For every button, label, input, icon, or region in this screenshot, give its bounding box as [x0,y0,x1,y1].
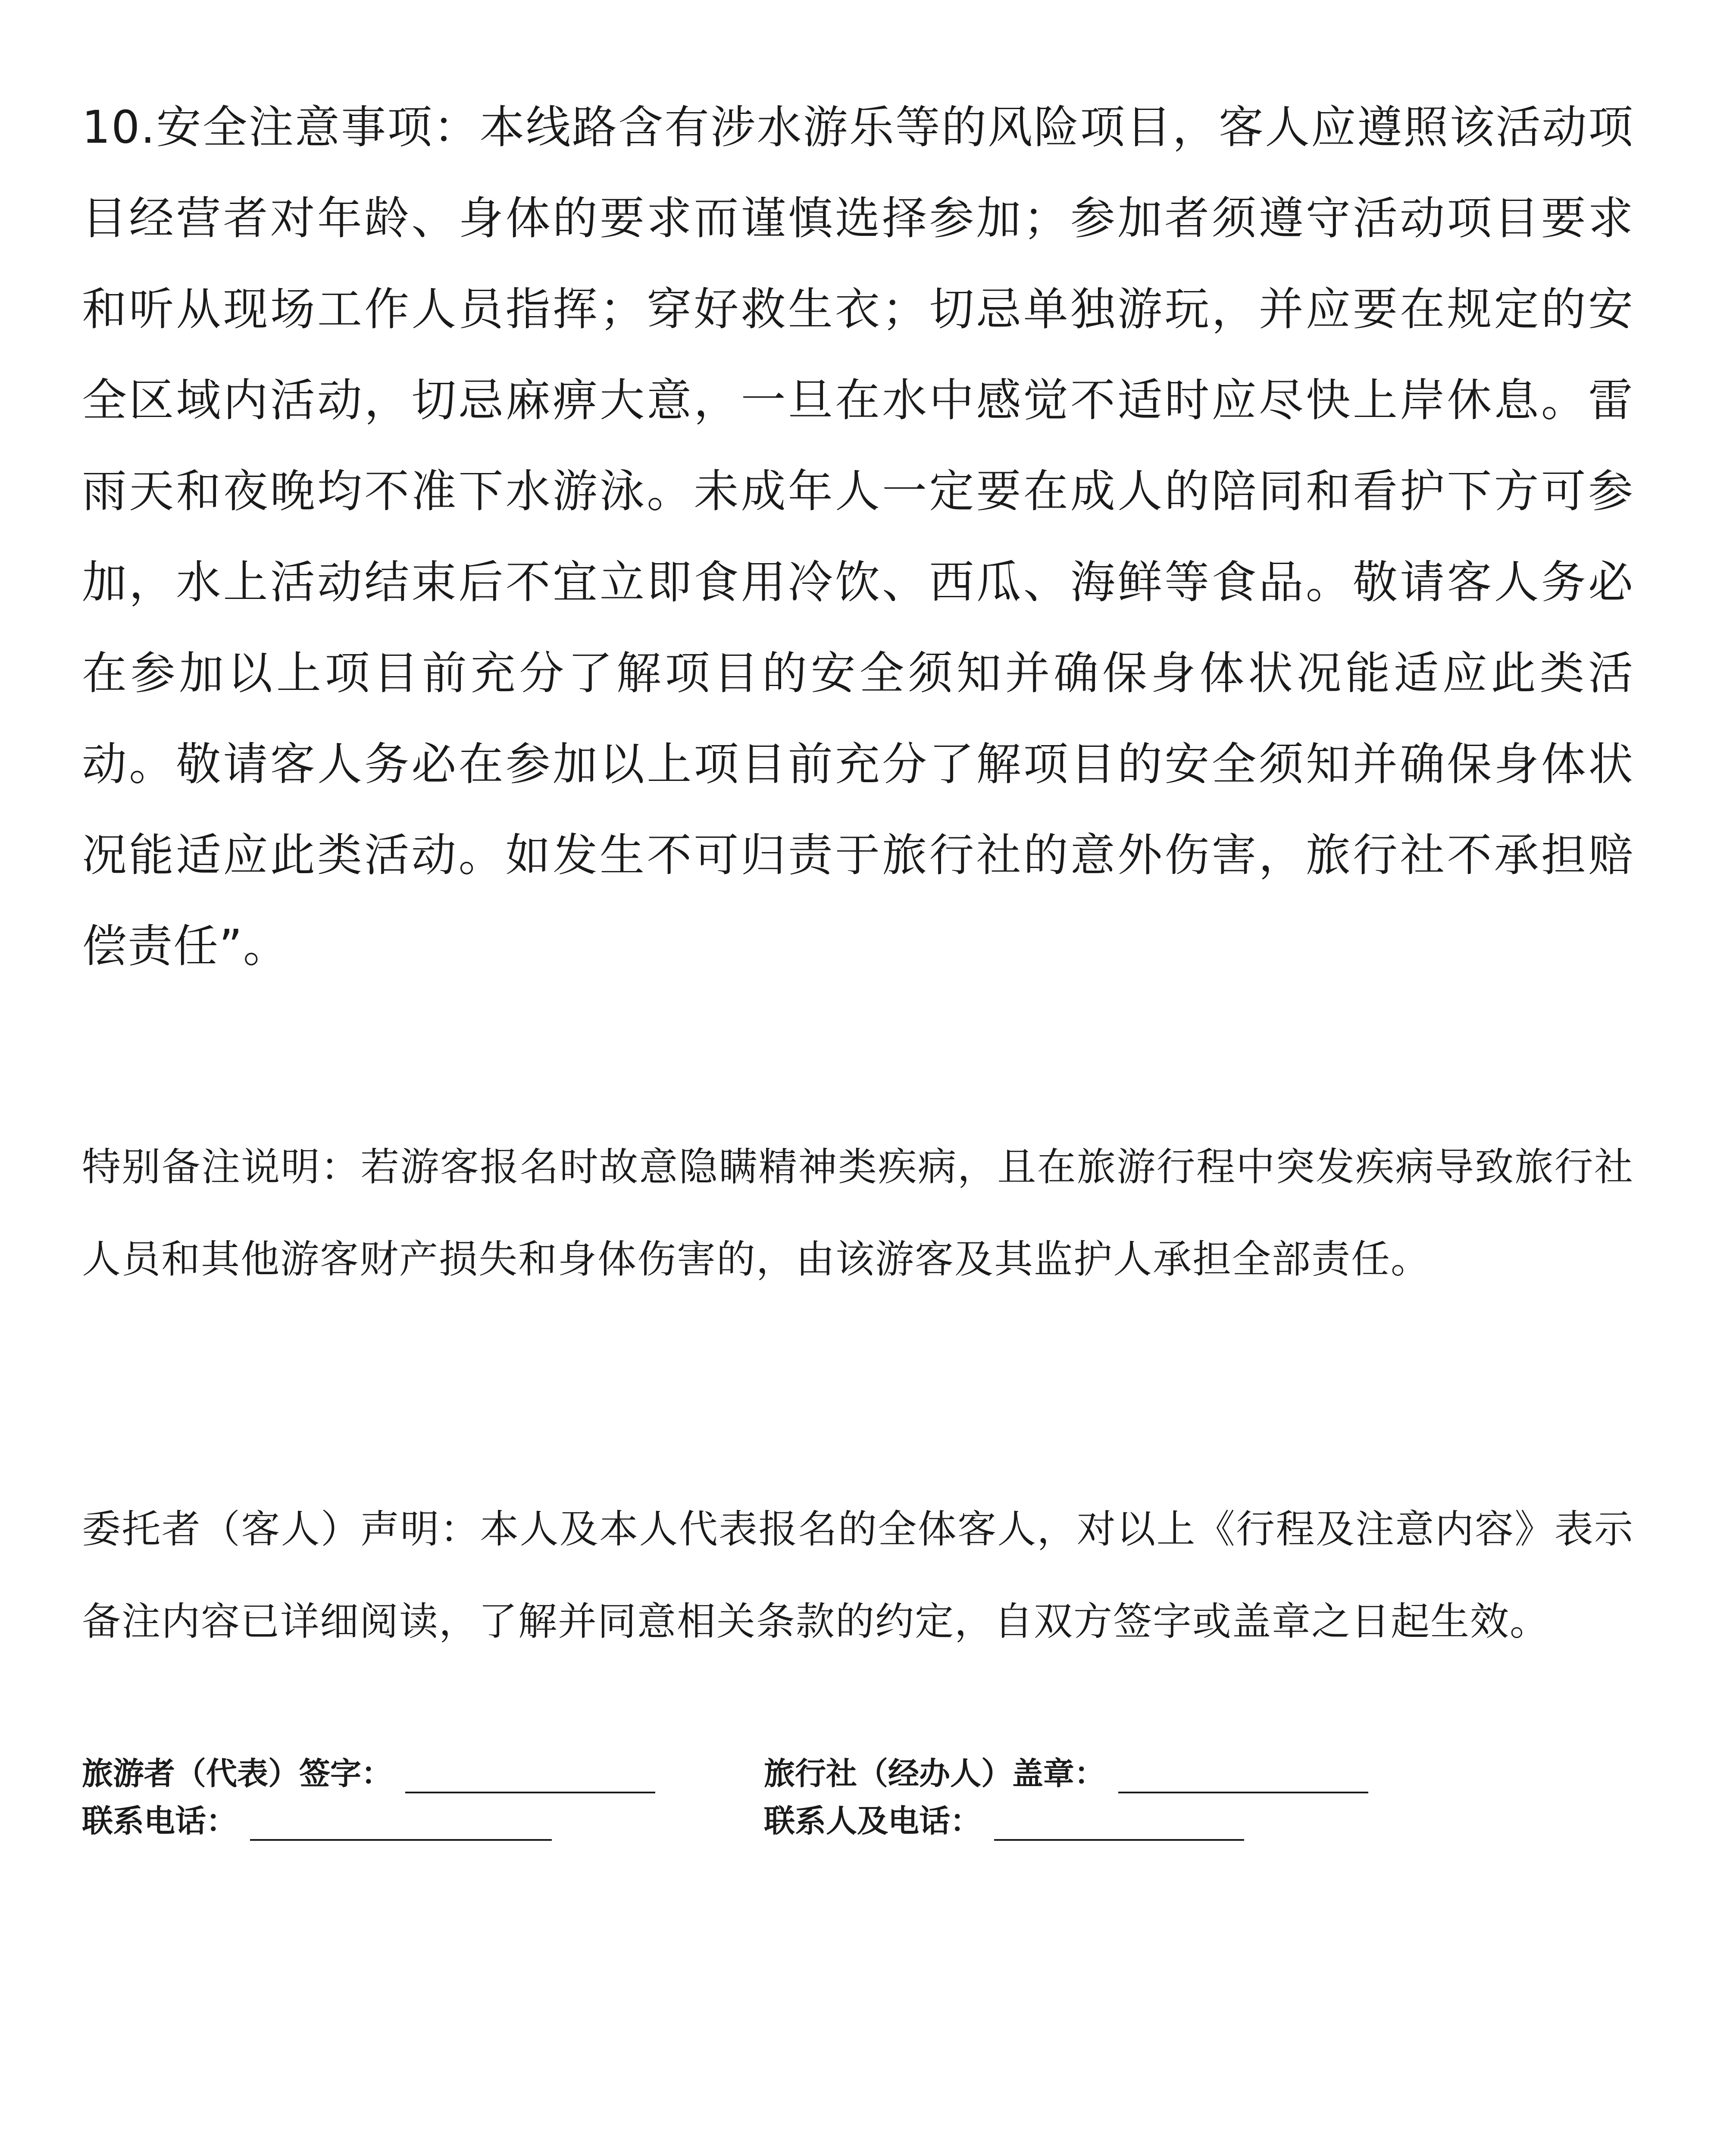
agency-contact-line[interactable] [994,1806,1244,1841]
traveler-phone-field [82,1796,552,1841]
signature-row-2 [82,1796,1634,1843]
special-note-paragraph: 特别备注说明：若游客报名时故意隐瞒精神类疾病，且在旅游行程中突发疾病导致旅行社人员和其他游客财产损失和身体伤害的，由该游客及其监护人承担全部责任。 [82,1144,1634,1282]
agency-seal-line[interactable] [1118,1759,1368,1793]
agency-seal-label: 旅行社（经办人）盖章： [764,1755,1106,1792]
special-note-section [82,1121,1634,1306]
traveler-phone-label: 联系电话： [82,1803,238,1839]
traveler-signature-field [82,1749,655,1793]
declaration-section [82,1483,1634,1668]
safety-notice-section [82,82,1634,992]
signature-block [82,1749,1634,1843]
traveler-phone-line[interactable] [250,1806,552,1841]
traveler-signature-label: 旅游者（代表）签字： [82,1755,393,1792]
agency-contact-field [764,1796,1244,1841]
declaration-paragraph: 委托者（客人）声明：本人及本人代表报名的全体客人，对以上《行程及注意内容》表示备注内容已详细阅读，了解并同意相关条款的约定，自双方签字或盖章之日起生效。 [82,1507,1634,1644]
agency-contact-label: 联系人及电话： [764,1803,982,1839]
safety-notice-paragraph: 10.安全注意事项：本线路含有涉水游乐等的风险项目，客人应遵照该活动项目经营者对年龄、身体的要求而谨慎选择参加；参加者须遵守活动项目要求和听从现场工作人员指挥；穿好救生衣；切忌单独游玩，并应要在规定的安全区域内活动，切忌麻痹大意，一旦在水中感觉不适时应尽快上岸休息。雷雨天和夜晚均不准下水游泳。未成年人一定要在成人的陪同和看护下方可参加，水上活动结束后不宜立即食用冷饮、西瓜、海鲜等食品。敬请客人务必在参加以上项目前充分了解项目的安全须知并确保身体状况能适应此类活动。敬请客人务必在参加以上项目前充分了解项目的安全须知并确保身体状况能适应此类活动。如发生不可归责于旅行社的意外伤害，旅行社不承担赔偿责任”。 [82,101,1634,972]
traveler-signature-line[interactable] [405,1759,655,1793]
agency-seal-field [764,1749,1368,1793]
signature-row-1 [82,1749,1634,1796]
